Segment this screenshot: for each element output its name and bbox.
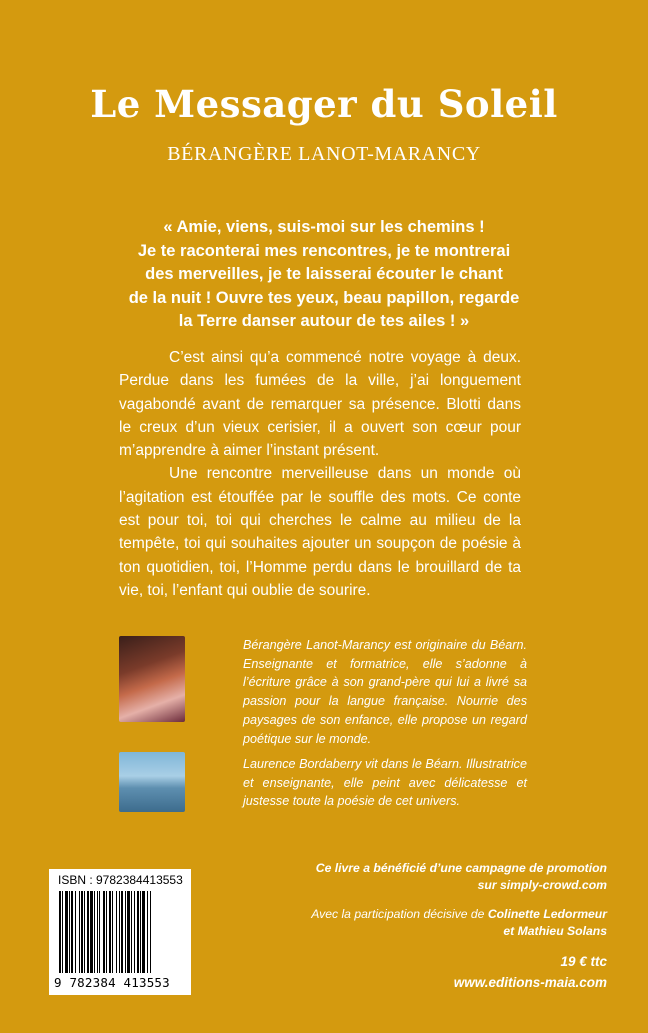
quote-line: Je te raconterai mes rencontres, je te montrerai [137,241,511,260]
quote-line: « Amie, viens, suis-moi sur les chemins ! [163,218,485,236]
barcode-bar [134,891,135,973]
book-title: Le Messager du Soleil [90,82,558,126]
author-bio-text: Bérangère Lanot-Marancy est originaire du Béarn. Enseignante et formatrice, elle s’adonne à l’écriture grâce à son grand-père qui lui a livré sa passion pour la langue française. Nourrie des paysages de son enfance, elle propose un regard poétique sur le monde. [243,638,527,746]
barcode-digits: 9 782384 413553 [54,975,170,990]
isbn-label: ISBN : 9782384413553 [58,873,183,887]
quote-line: la Terre danser autour de tes ailes ! » [178,312,470,330]
price: 19 € ttc [560,954,607,969]
barcode-bar [150,891,151,973]
barcode-bar [112,891,113,973]
quote-line: des merveilles, je te laisserai écouter le chant [145,265,503,283]
barcode-bar [87,891,89,973]
barcode-image [59,891,181,973]
illustrator-bio-text: Laurence Bordaberry vit dans le Béarn. Illustratrice et enseignante, elle peint avec délicatesse et justesse toute la poésie de cet univers. [243,757,527,809]
barcode-bar [75,891,76,973]
barcode-bar [137,891,139,973]
barcode-bar [119,891,120,973]
barcode-bar [147,891,148,973]
isbn-barcode-box [49,869,191,995]
barcode-bar [94,891,95,973]
quote-line: de la nuit ! Ouvre tes yeux, beau papillon, regarde [128,288,520,307]
barcode-bar [116,891,117,973]
promo-line: Ce livre a bénéficié d’une campagne de promotion [315,861,607,875]
barcode-bar [62,891,63,973]
barcode-bar [99,891,100,973]
barcode-bar [69,891,70,973]
barcode-bar [106,891,107,973]
participation-line [287,906,607,923]
barcode-bar [59,891,61,973]
quote-block [100,216,548,334]
barcode-bar [127,891,130,973]
barcode-bar [121,891,123,973]
participation-prefix: Avec la participation décisive de [311,907,488,921]
barcode-bar [65,891,68,973]
author-photo [119,636,185,722]
barcode-bar [103,891,105,973]
publisher-website[interactable]: www.editions-maia.com [453,975,607,990]
participation-name: et Mathieu Solans [503,924,607,938]
barcode-bar [90,891,93,973]
barcode-bar [81,891,83,973]
summary-text [119,346,521,602]
barcode-bar [142,891,145,973]
barcode-bar [71,891,73,973]
barcode-bar [125,891,126,973]
illustrator-photo [119,752,185,812]
barcode-bar [97,891,98,973]
barcode-bar [131,891,132,973]
barcode-bar [79,891,80,973]
summary-paragraph: C’est ainsi qu’a commencé notre voyage à deux. Perdue dans les fumées de la ville, j’ai longuement vagabondé avant de remarquer sa présence. Blotti dans le creux d’un vieux cerisier, il a ouvert son cœur pour m’apprendre à aimer l’instant présent. [119,349,521,460]
barcode-bar [109,891,111,973]
publication-info [287,860,607,940]
promo-line: sur simply-crowd.com [477,878,607,892]
barcode-bar [140,891,141,973]
book-author: BÉRANGÈRE LANOT-MARANCY [167,143,481,165]
summary-paragraph: Une rencontre merveilleuse dans un monde où l’agitation est étouffée par le souffle des mots. Ce conte est pour toi, toi qui cherches le calme au milieu de la tempête, toi qui souhaites ajouter un soupçon de poésie à ton quotidien, toi, l’Homme perdu dans le brouillard de ta vie, toi, l’enfant qui oublie de sourire. [119,465,521,599]
participation-name: Colinette Ledormeur [487,907,607,921]
barcode-bar [84,891,85,973]
